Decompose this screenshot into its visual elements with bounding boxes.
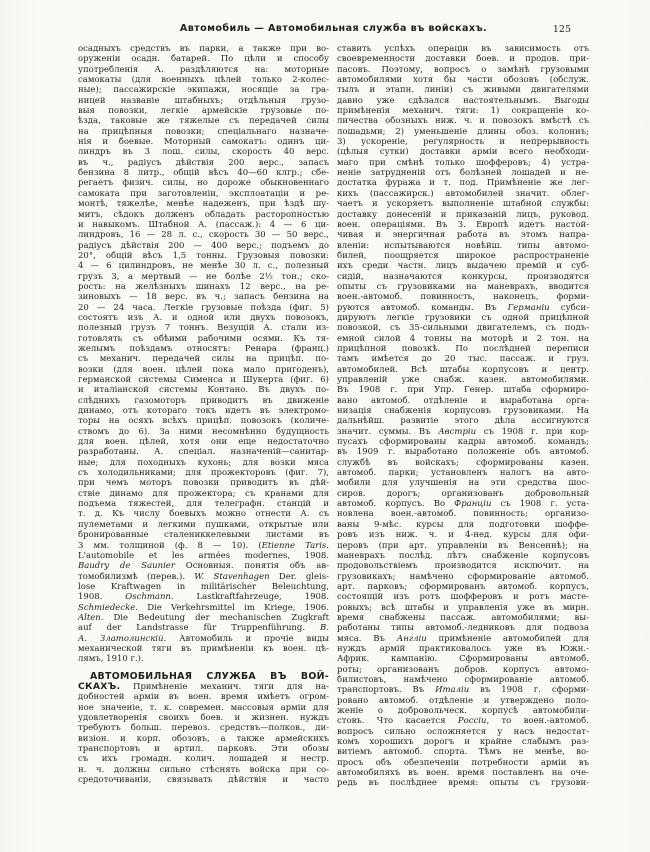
text-line: ихъ среди частн. лицъ выдачею премій и суб- bbox=[337, 261, 589, 272]
text-line: опыты съ грузовиками на маневрахъ, вводится bbox=[337, 281, 589, 292]
text-line: ѣзда, таковые же тяжелые съ передачей силы bbox=[78, 116, 329, 127]
running-header bbox=[78, 23, 589, 37]
text-line: т. д. Къ числу боевыхъ можно отнести А. съ bbox=[78, 509, 329, 520]
text-line: оруженіи осадн. батарей. По цѣли и способу bbox=[78, 54, 329, 65]
text-line: бензина 8 литр., общій вѣсъ 40—60 клгр.; сбе- bbox=[78, 168, 329, 179]
text-line: и навыкомъ. Штабной А. (пассаж.): 4 — 6 ци- bbox=[78, 219, 329, 230]
text-line: слѣднихъ газомоторъ приводитъ въ движеніе bbox=[78, 395, 329, 406]
plain-text: 1908. bbox=[78, 592, 126, 603]
italic-text: Австріи bbox=[438, 426, 477, 437]
text-line: удовлетворенія своихъ боев. и жизнен. нуждъ bbox=[78, 713, 329, 723]
text-line: осадныхъ средствъ въ парки, а также при во- bbox=[78, 44, 329, 54]
text-line: ствомъ до 6). За ними несомнѣнно будущность bbox=[78, 426, 329, 437]
text-line: 4 — 6 цилиндровъ, не менѣе 30 л. с., полезный bbox=[78, 261, 329, 272]
text-line: чаетъ и ускоряетъ выполненіе штабной службы: bbox=[337, 199, 589, 210]
text-line: монтѣ, тяжелѣе, менѣе надеженъ, при ѣздѣ шу- bbox=[78, 199, 329, 210]
text-line: готовлять съ обѣими рабочими осями. Къ тя- bbox=[78, 333, 329, 344]
text-line: управленій уже снабж. казен. автомобилями. bbox=[337, 375, 589, 385]
plain-text: Der. gleis- bbox=[269, 571, 329, 582]
text-line: въ 1909 г. выработано положеніе объ автомоб. bbox=[337, 447, 589, 458]
text-line: для воен. цѣлей, хотя они еще недостаточно bbox=[78, 437, 329, 448]
text-line: Въ 1908 г. при Упр. Генер. штаба сформиро- bbox=[337, 385, 589, 396]
text-line bbox=[78, 634, 329, 644]
text-line: новлена воен.-автомоб. повинность; организо- bbox=[337, 509, 589, 520]
text-line: визіон. и корп. обозовъ, а также армейскихъ bbox=[78, 733, 329, 744]
text-line bbox=[78, 572, 329, 582]
text-line: редь въ послѣднее время: опыты съ грузови- bbox=[337, 778, 589, 789]
plain-text: субси- bbox=[549, 302, 589, 313]
text-line: арт. парковъ; сформированъ автомоб. корпусъ, bbox=[337, 581, 589, 592]
text-line: ницей названіе штабныхъ; отдѣльныя грузо- bbox=[78, 95, 329, 106]
plain-text: съ 1908 г. уста- bbox=[491, 499, 589, 510]
text-line: механической тяги въ примѣненіи къ воен. цѣ- bbox=[78, 643, 329, 654]
text-line: роты; организованъ добров. корпусъ автомо- bbox=[337, 664, 589, 675]
italic-text: А. Златолинскій. bbox=[78, 633, 167, 644]
text-line: на прицѣпныя повозки; спеціальнаго назначе- bbox=[78, 126, 329, 137]
italic-text: W. Stavenhagen bbox=[194, 571, 270, 582]
text-line: своевременности доставки боев. и продов. при- bbox=[337, 54, 589, 65]
text-line: торы на осяхъ всѣхъ прицѣп. повозокъ (количе- bbox=[78, 416, 329, 427]
text-line: транспортовъ и артил. парковъ. Эти обозы bbox=[78, 744, 329, 755]
text-line: женіе о добровольческ. корпусѣ автомобили- bbox=[337, 706, 589, 716]
text-line: службѣ въ войскахъ; сформированы казен. bbox=[337, 457, 589, 468]
text-line: полезный грузъ 7 тоннъ. Везущій А. стали из- bbox=[78, 323, 329, 334]
italic-text: Англіи bbox=[396, 633, 427, 644]
italic-text: Schmiedecke. bbox=[78, 602, 138, 613]
text-line: ные; для походныхъ кухонь; для возки мяса bbox=[78, 457, 329, 468]
text-line: автомоб. парки; установленъ налогъ на авто- bbox=[337, 468, 589, 479]
text-line: дальнѣйш. развитіе этого дѣла ассигнуются bbox=[337, 416, 589, 427]
text-line: витіемъ автомоб. спорта. Тѣмъ не менѣе, во- bbox=[337, 747, 589, 758]
text-line: доставку донесеній и приказаній лицъ, руковод. bbox=[337, 209, 589, 220]
text-line: lose Kraftwagen in militärischer Beleuchtung, bbox=[78, 581, 329, 592]
text-line: неніе затрудненій отъ болѣзней лошадей и не- bbox=[337, 168, 589, 179]
text-line: ровыхъ; всѣ штабы и управленія уже въ мирн. bbox=[337, 602, 589, 613]
text-line: возки (для воен. цѣлей пока мало пригоденъ), bbox=[78, 364, 329, 375]
bold-text: АВТОМОБИЛЬНАЯ СЛУЖБА ВЪ ВОЙ- bbox=[90, 670, 329, 682]
text-line bbox=[337, 716, 589, 726]
text-line: автомобиляхъ въ воен. время поставленъ на оче- bbox=[337, 768, 589, 779]
text-line: чивая и энергичная работа въ этомъ напра- bbox=[337, 230, 589, 241]
text-line: сиров. дорогъ; организованъ добровольный bbox=[337, 488, 589, 499]
text-line: автомобилей. Всѣ штабы корпусовъ и центр. bbox=[337, 364, 589, 375]
text-line: дируютъ легкіе грузовики съ одной прицѣпной bbox=[337, 312, 589, 323]
text-line: состоящій изъ ротъ шофферовъ и ротъ масте- bbox=[337, 592, 589, 603]
italic-text: Alten. bbox=[78, 612, 104, 623]
text-line: ровъ изъ ниж. ч. и 4-нед. курсы для офи- bbox=[337, 530, 589, 541]
italic-text: Франціи bbox=[454, 499, 492, 510]
text-line: съ механич. передачей силы на прицѣп. по- bbox=[78, 354, 329, 365]
text-line bbox=[78, 592, 329, 602]
text-line: состоятъ изъ А. и одной или двухъ повозокъ, bbox=[78, 312, 329, 323]
text-line: ные); пассажирскіе экипажи, носящіе за гра- bbox=[78, 85, 329, 96]
plain-text: значит. суммы. Въ bbox=[337, 426, 439, 437]
plain-text: Lastkraftfahrzeuge, 1908. bbox=[173, 592, 329, 603]
text-line: съ ихъ громадн. колич. лошадей и нестр. bbox=[78, 754, 329, 765]
italic-text: Германіи bbox=[507, 302, 550, 313]
text-line: вано автомоб. отдѣленіе и выработана орга- bbox=[337, 395, 589, 406]
text-line bbox=[337, 499, 589, 509]
text-line: рость: на желѣзныхъ шинахъ 12 верс., на ре- bbox=[78, 281, 329, 292]
text-line: ное значеніе, т. к. современ. массовыя арміи для bbox=[78, 702, 329, 713]
text-line bbox=[337, 427, 589, 437]
text-column-right bbox=[337, 44, 589, 789]
text-line: работаны типы автомоб.-ледниковъ для подвоза bbox=[337, 623, 589, 634]
text-line: ваны 9-мѣс. курсы для подготовки шоффе- bbox=[337, 519, 589, 530]
plain-text: мяса. Въ bbox=[337, 633, 397, 644]
italic-text: Oschmann. bbox=[125, 592, 174, 603]
text-line: употребленія А. раздѣляются на: моторные bbox=[78, 64, 329, 75]
text-line: 20°, общій вѣсъ 1,5 тонны. Грузовыя повозки: bbox=[78, 250, 329, 261]
text-line: вопросъ сильно осложняется у насъ недостат- bbox=[337, 726, 589, 737]
text-line: линдръ въ 3 лош. силы, скорость 40 верс. bbox=[78, 147, 329, 158]
plain-text: руются автомоб. команды. Въ bbox=[337, 302, 508, 313]
page-number: 125 bbox=[552, 23, 571, 35]
text-line: динамо, отъ котораго токъ идетъ въ электромо- bbox=[78, 406, 329, 417]
text-line: выя повозки, легкіе армейскіе грузовые по- bbox=[78, 106, 329, 117]
text-line: регаетъ физич. силы, но дороже обыкновеннаго bbox=[78, 178, 329, 189]
text-line: примѣненія механич. тяги: 1) сокращеніе ко- bbox=[337, 106, 589, 117]
text-line: автомобилями хотя бы части обозовъ (обслуж. bbox=[337, 75, 589, 86]
text-line: подъема тяжестей, для телеграфн. станцій и bbox=[78, 499, 329, 510]
text-line: емной силой 4 тонны на моторѣ и 2 тон. на bbox=[337, 333, 589, 344]
text-line: кихъ (пассажирск.) автомобилей значит. облег- bbox=[337, 188, 589, 199]
plain-text: Die Verkehrsmittel im Kriege, 1906. bbox=[137, 602, 329, 613]
text-line: бронированные сталениккелевыми листами въ bbox=[78, 530, 329, 541]
text-line: лямъ, 1910 г.). bbox=[78, 654, 144, 665]
text-line: самокаты (для военныхъ цѣлей только 2-колес- bbox=[78, 75, 329, 86]
text-line: линдровъ, 16 — 28 л. с., скорость 30 — 50 верс., bbox=[78, 230, 329, 241]
italic-text: В. bbox=[320, 623, 329, 634]
plain-text: Примѣненіе механич. тяги для на- bbox=[120, 681, 329, 692]
page-title: Автомобиль — Автомобильная служба въ войскахъ. bbox=[179, 23, 488, 34]
plain-text: auf der Landstrasse für Truppenführung. bbox=[78, 623, 321, 634]
italic-text: Etienne Taris. bbox=[261, 540, 329, 551]
plain-text: съ 1908 г. при кор- bbox=[476, 426, 589, 437]
text-line bbox=[78, 682, 329, 692]
text-line bbox=[78, 613, 329, 623]
text-column-left bbox=[78, 44, 329, 785]
text-line: комъ хорошихъ дорогъ и крайне слабымъ раз- bbox=[337, 737, 589, 748]
text-line: продовольствіемъ производится исключит. на bbox=[337, 561, 589, 572]
text-line: при чемъ моторъ повозки приводитъ въ дѣй- bbox=[78, 478, 329, 489]
text-line: нія и боевые. Моторный самокатъ: одинъ ци- bbox=[78, 137, 329, 148]
text-line: сидій, назначаются конкурсы, производятся bbox=[337, 271, 589, 282]
text-line bbox=[78, 603, 329, 613]
text-line: самоката при заготовленіи, эксплоатаціи и ре- bbox=[78, 188, 329, 199]
plain-text: Автомобиль и прочіе виды bbox=[166, 633, 329, 644]
text-line: церовъ (при арт. управленіи въ Венсеннѣ); на bbox=[337, 540, 589, 551]
text-line: желымъ поѣздамъ относятъ: Ренара (франц.) bbox=[78, 343, 329, 354]
italic-text: Россіи bbox=[457, 716, 487, 727]
text-line: маго при смѣнѣ только шофферовъ; 4) устра- bbox=[337, 157, 589, 168]
text-line: пусахъ сформированы кадры автомоб. командъ; bbox=[337, 437, 589, 448]
text-line: время снабжены пассаж. автомобилями; вы- bbox=[337, 612, 589, 623]
plain-text: Основныя. понятія объ ав- bbox=[174, 561, 330, 572]
text-line: зиновыхъ — 18 верс. въ ч.; запасъ бензина на bbox=[78, 292, 329, 303]
text-line: добностей арміи въ воен. время имѣетъ огром- bbox=[78, 692, 329, 703]
text-line: ставить успѣхъ операціи въ зависимость отъ bbox=[337, 44, 589, 54]
text-line: просъ объ обезпеченіи потребности арміи въ bbox=[337, 757, 589, 768]
text-line: билистовъ, намѣчено сформированіе автомоб. bbox=[337, 674, 589, 685]
plain-text: томобилизмѣ (перев.). bbox=[78, 571, 195, 582]
text-line: средоточиваніи, связывать дѣйствія и часто bbox=[78, 775, 329, 786]
text-line: давно уже сдѣлался настоятельнымъ. Выгоды bbox=[337, 95, 589, 106]
plain-text: транспортовъ. Въ bbox=[337, 685, 436, 696]
text-line: маневрахъ послѣд. лѣтъ снабженіе корпусовъ bbox=[337, 550, 589, 561]
plain-text: 3 мм. толщиной (ф. 8 — 10). ( bbox=[78, 540, 262, 551]
plain-text: въ 1908 г. сформи- bbox=[469, 685, 589, 696]
text-line: германской системы Сименса и Шукерта (фиг. 6) bbox=[78, 375, 329, 385]
text-line: грузъ 3, а мертвый — не болѣе 2½ тон.; ско- bbox=[78, 271, 329, 282]
text-line: билей, поощряется широкое распространеніе bbox=[337, 250, 589, 261]
text-line: требуютъ больш. перевоз. средствъ—полков., ди- bbox=[78, 723, 329, 734]
text-line: мобили для улучшенія на эти средства шос- bbox=[337, 478, 589, 489]
text-line bbox=[78, 623, 329, 633]
italic-text: Baudry de Saunier bbox=[78, 561, 175, 572]
text-line: воен.-автомоб. повинность, наконецъ, форми- bbox=[337, 292, 589, 303]
text-line: лошадьми; 2) уменьшеніе длины обоз. колоннъ; bbox=[337, 126, 589, 137]
text-line: воен. операціями. Въ З. Европѣ идетъ настой- bbox=[337, 219, 589, 230]
text-line: грузовикахъ; намѣчено сформированіе автомоб. bbox=[337, 571, 589, 582]
text-line bbox=[78, 561, 329, 571]
plain-text: автомоб. корпусъ. Во bbox=[337, 499, 455, 510]
text-line: достатка фуража и т. под. Примѣненіе же лег- bbox=[337, 178, 589, 189]
text-line: разработаны. А. спеціал. назначеній—санитар- bbox=[78, 447, 329, 458]
bold-text: СКАХЪ. bbox=[78, 680, 121, 692]
text-line: повозкой, съ 35-сильными двигателемъ, съ подъ- bbox=[337, 323, 589, 334]
text-line bbox=[78, 541, 329, 551]
text-line: 3) ускореніе, регулярность и непрерывность bbox=[337, 137, 589, 148]
text-line: пулеметами и легкими пушками, открытые или bbox=[78, 519, 329, 530]
text-line: радіусъ дѣйствія 200 — 400 верс.; подъемъ до bbox=[78, 240, 329, 251]
text-line bbox=[337, 634, 589, 644]
text-line: L'automobile et les armées modernes, 1908. bbox=[78, 550, 329, 561]
plain-text: Die Bedeutung der mechanischen Zugkraft bbox=[103, 612, 329, 623]
plain-text: стовъ. Что касается bbox=[337, 716, 458, 727]
text-line: съ холодильниками; для прожекторовъ (фиг. 7), bbox=[78, 468, 329, 479]
text-line: личества обозныхъ ниж. ч. и повозокъ вмѣстѣ съ bbox=[337, 116, 589, 127]
text-line bbox=[337, 685, 589, 695]
text-line: нуждъ армій практиковалось уже въ Южн.- bbox=[337, 643, 589, 654]
text-line: низація снабженія корпусовъ грузовиками. На bbox=[337, 406, 589, 417]
text-line: ровано автомоб. отдѣленіе и утверждено поло- bbox=[337, 695, 589, 706]
text-line: (цѣлыя сутки) доставки арміи всего необходи- bbox=[337, 147, 589, 158]
text-line: 20 — 24 часа. Легкіе грузовые поѣзда (фиг. 5) bbox=[78, 302, 329, 313]
italic-text: Италіи bbox=[435, 685, 470, 696]
text-line: вленіи: испытываются новѣйш. типы автомо- bbox=[337, 240, 589, 251]
text-line: пасовъ. Поэтому, вопросъ о замѣнѣ грузовыми bbox=[337, 64, 589, 75]
text-line: митъ, сѣдокъ долженъ обладать расторопностью bbox=[78, 209, 329, 220]
text-line: и италіанской системы Контано. Въ двухъ по- bbox=[78, 385, 329, 396]
plain-text: , то воен.-автомоб. bbox=[486, 716, 589, 727]
text-line: ствіе динамо для прожектора; съ кранами для bbox=[78, 488, 329, 499]
text-line: въ ч., радіусъ дѣйствія 200 верс., запасъ bbox=[78, 157, 329, 168]
text-line: прицѣпной повозкѣ. По послѣдней переписи bbox=[337, 343, 589, 354]
text-line: н. ч. должны сильно стѣснять войска при со- bbox=[78, 764, 329, 775]
text-line: тамъ имѣется до 20 тыс. пассаж. и груз. bbox=[337, 354, 589, 365]
text-line: Африк. кампанію. Сформированы автомоб. bbox=[337, 654, 589, 665]
text-line: тылъ и этапн. линіи) съ живыми двигателями bbox=[337, 85, 589, 96]
text-line bbox=[337, 303, 589, 313]
plain-text: примѣненіе автомобилей для bbox=[426, 633, 590, 644]
